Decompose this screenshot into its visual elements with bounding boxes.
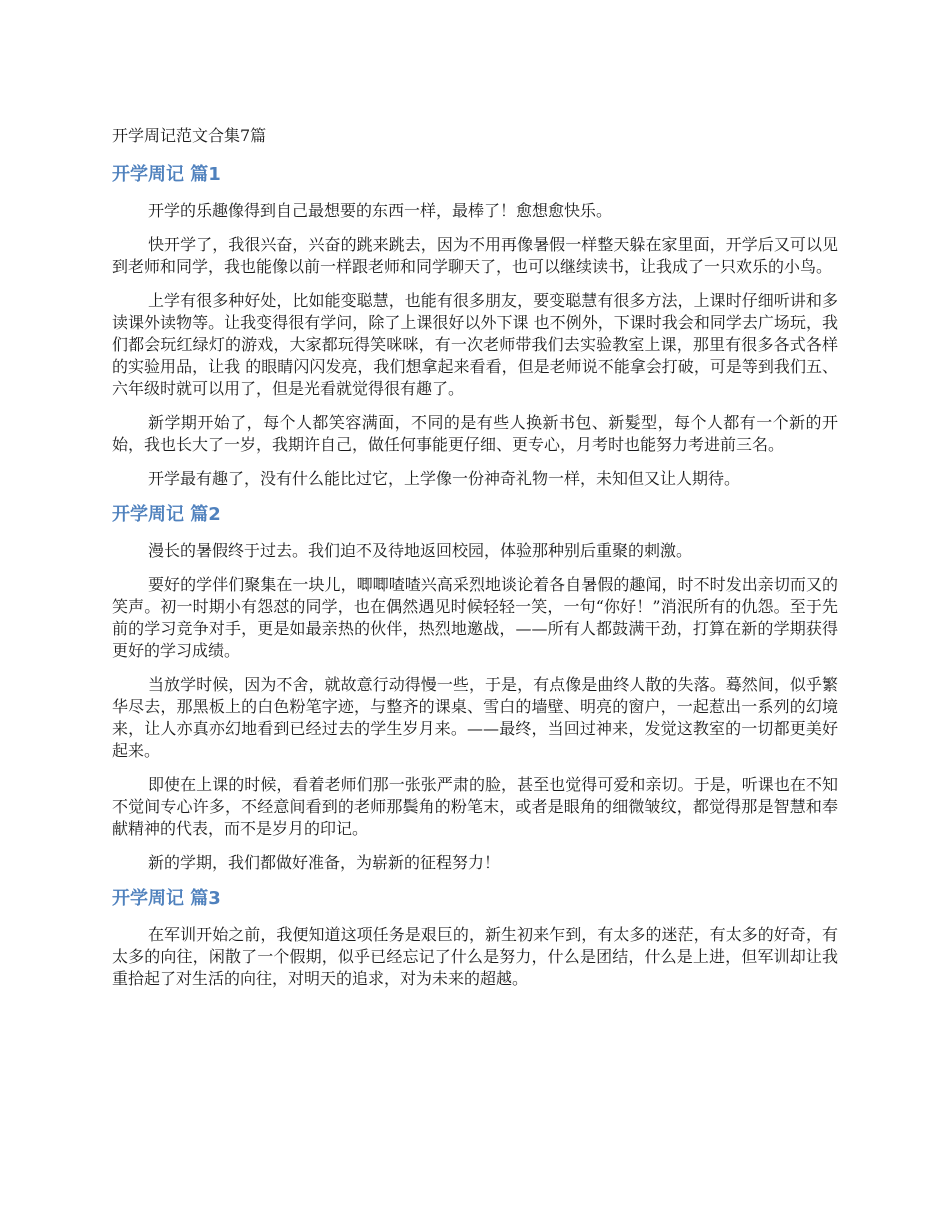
- paragraph: 即使在上课的时候，看着老师们那一张张严肃的脸，甚至也觉得可爱和亲切。于是，听课也在不知不觉间专心许多，不经意间看到的老师那鬓角的粉笔末，或者是眼角的细微皱纹，都觉得那是智慧和奉献精神的代表，而不是岁月的印记。: [112, 775, 838, 838]
- paragraph: 新的学期，我们都做好准备，为崭新的征程努力！: [148, 853, 501, 872]
- paragraph: 漫长的暑假终于过去。我们迫不及待地返回校园，体验那种别后重聚的刺激。: [148, 541, 693, 560]
- section-3: [112, 886, 838, 990]
- section-heading: 开学周记 篇2: [112, 504, 221, 525]
- document-title: 开学周记范文合集7篇: [112, 126, 267, 145]
- paragraph: 开学的乐趣像得到自己最想要的东西一样，最棒了！愈想愈快乐。: [148, 201, 613, 220]
- section-heading: 开学周记 篇3: [112, 888, 221, 909]
- paragraph: 上学有很多种好处，比如能变聪慧，也能有很多朋友，要变聪慧有很多方法，上课时仔细听讲和多读课外读物等。让我变得很有学问，除了上课很好以外下课 也不例外，下课时我会和同学去广场玩，我们都会玩红绿灯的游戏，大家都玩得笑咪咪，有一次老师带我们去实验教室上课，那里有很多各式各样的实验用品，让我 的眼睛闪闪发亮，我们想拿起来看看，但是老师说不能拿会打破，可是等到我们五、六年级时就可以用了，但是光看就觉得很有趣了。: [112, 291, 838, 398]
- paragraph: 当放学时候，因为不舍，就故意行动得慢一些，于是，有点像是曲终人散的失落。蓦然间，似乎繁华尽去，那黑板上的白色粉笔字迹，与整齐的课桌、雪白的墙壁、明亮的窗户，一起惹出一系列的幻境来，让人亦真亦幻地看到已经过去的学生岁月来。——最终，当回过神来，发觉这教室的一切都更美好起来。: [112, 675, 838, 760]
- section-1: [112, 162, 838, 490]
- section-heading: 开学周记 篇1: [112, 164, 221, 185]
- paragraph: 要好的学伴们聚集在一块儿，唧唧喳喳兴高采烈地谈论着各自暑假的趣闻，时不时发出亲切而又的笑声。初一时期小有怨怼的同学，也在偶然遇见时候轻轻一笑，一句“你好！”消泯所有的仇怨。至于先前的学习竞争对手，更是如最亲热的伙伴，热烈地邀战，——所有人都鼓满干劲，打算在新的学期获得更好的学习成绩。: [112, 575, 838, 660]
- paragraph: 新学期开始了，每个人都笑容满面，不同的是有些人换新书包、新髮型，每个人都有一个新的开始，我也长大了一岁，我期许自己，做任何事能更仔细、更专心，月考时也能努力考进前三名。: [112, 413, 838, 454]
- paragraph: 快开学了，我很兴奋，兴奋的跳来跳去，因为不用再像暑假一样整天躲在家里面，开学后又可以见到老师和同学，我也能像以前一样跟老师和同学聊天了，也可以继续读书，让我成了一只欢乐的小鸟。: [112, 235, 838, 276]
- paragraph: 在军训开始之前，我便知道这项任务是艰巨的，新生初来乍到，有太多的迷茫，有太多的好奇，有太多的向往，闲散了一个假期，似乎已经忘记了什么是努力，什么是团结，什么是上进，但军训却让我重拾起了对生活的向往，对明天的追求，对为未来的超越。: [112, 925, 838, 988]
- paragraph: 开学最有趣了，没有什么能比过它，上学像一份神奇礼物一样，未知但又让人期待。: [148, 469, 741, 488]
- section-2: [112, 502, 838, 874]
